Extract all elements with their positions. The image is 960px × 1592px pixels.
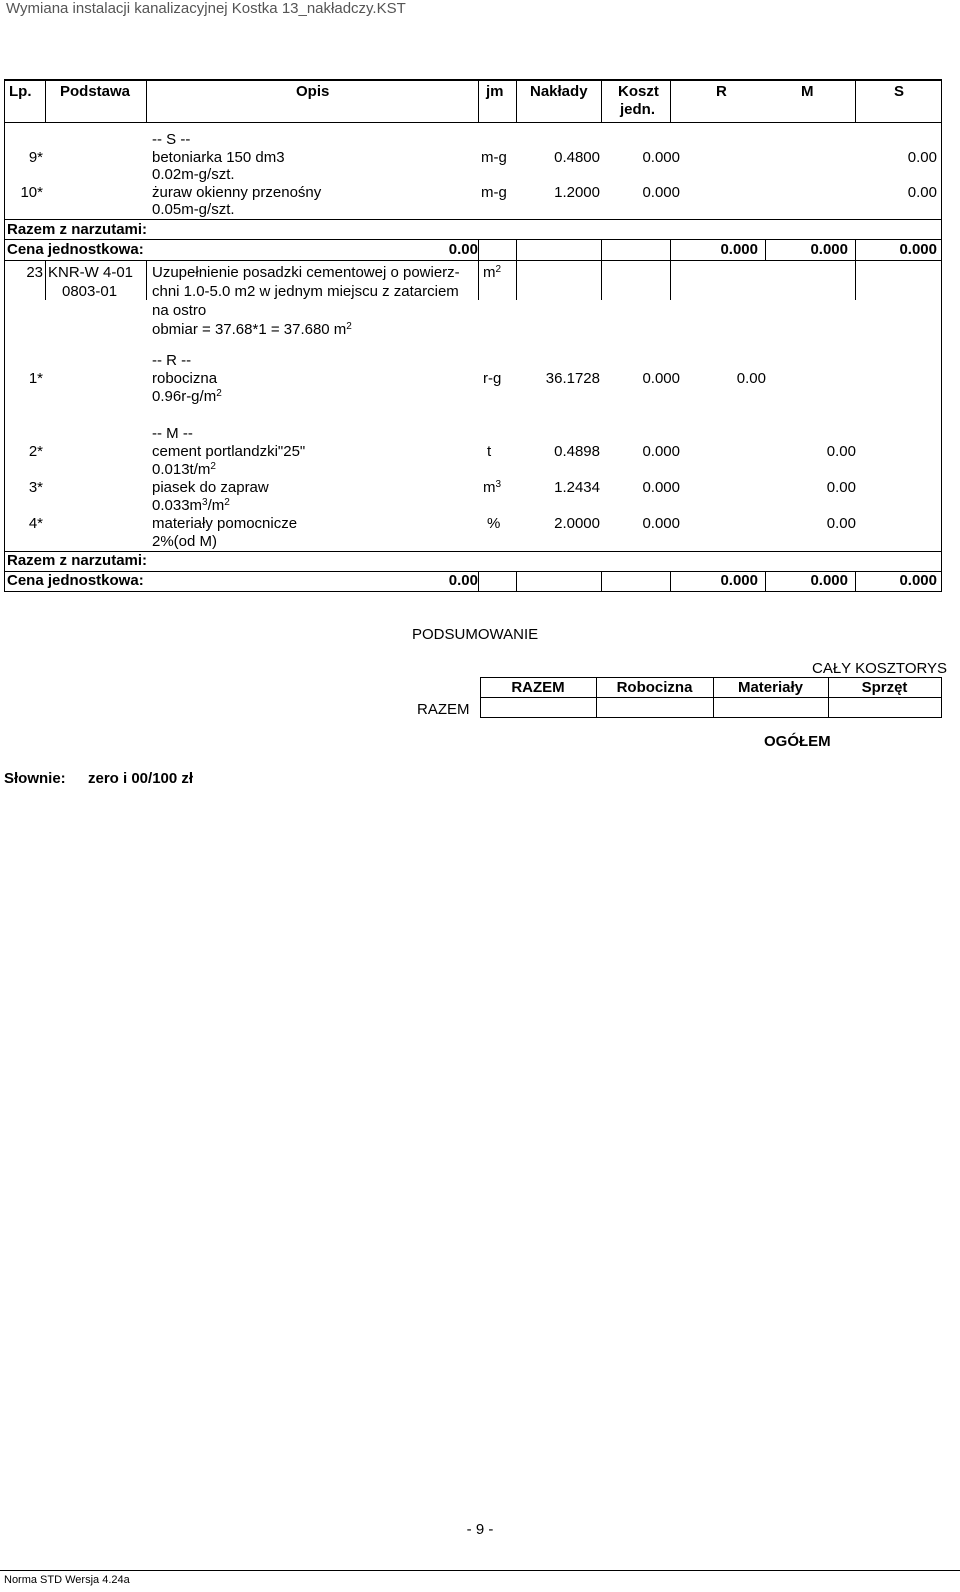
row-naklady: 36.1728 [545,370,600,387]
row-lp: 1* [28,370,43,387]
position-obmiar: obmiar = 37.68*1 = 37.680 $m^2$ [152,321,352,338]
row-desc: piasek do zapraw [152,479,269,496]
row-naklady: 1.2000 [554,184,600,201]
header-podstawa: Podstawa [60,83,131,100]
row-koszt: 0.000 [642,149,680,166]
section-label-s: -- S -- [152,131,191,148]
position-jm: $m^2$ [483,264,502,281]
summary-col-razem: RAZEM [511,679,565,696]
footer-version: Norma STD Wersja 4.24a [4,1574,130,1586]
row-koszt: 0.000 [642,479,680,496]
row-desc: robocizna [152,370,218,387]
header-koszt-jedn: jedn. [620,101,656,118]
row-lp: 3* [28,479,43,496]
position-podstawa: KNR-W 4-01 [48,264,134,281]
cena-jednostkowa-value: 0.00 [448,241,478,258]
section-label-r: -- R -- [152,352,192,369]
row-norm: $0.013t/m^2$ [152,461,216,478]
row-lp: 9* [28,149,43,166]
row-naklady: 0.4898 [554,443,600,460]
summary-col-robocizna: Robocizna [616,679,693,696]
cena-jednostkowa-value: 0.00 [448,572,478,589]
section-label-m: -- M -- [152,425,193,442]
row-norm: 2%(od M) [152,533,218,550]
position-opis: chni 1.0-5.0 m2 w jednym miejscu z zatarciem [152,283,459,300]
row-norm: 0.02m-g/szt. [152,166,235,183]
header-r: R [716,83,727,100]
row-desc: żuraw okienny przenośny [152,184,322,201]
header-jm: jm [486,83,504,100]
row-jm: m-g [481,149,507,166]
row-r: 0.00 [736,370,766,387]
header-koszt: Koszt [618,83,659,100]
row-m: 0.00 [826,515,856,532]
row-koszt: 0.000 [642,443,680,460]
position-opis: na ostro [152,302,207,319]
cena-m: 0.000 [810,241,848,258]
cena-jednostkowa-label: Cena jednostkowa: [7,241,144,258]
position-podstawa-code: 0803-01 [62,283,118,300]
position-number: 23 [26,264,43,281]
row-naklady: 0.4800 [554,149,600,166]
row-jm: % [487,515,501,532]
row-desc: materiały pomocnicze [152,515,298,532]
row-naklady: 2.0000 [554,515,600,532]
cena-jednostkowa-label: Cena jednostkowa: [7,572,144,589]
row-koszt: 0.000 [642,184,680,201]
cena-r: 0.000 [720,572,758,589]
summary-col-sprzet: Sprzęt [861,679,908,696]
header-opis: Opis [296,83,330,100]
summary-caly-kosztorys: CAŁY KOSZTORYS [812,660,948,677]
window-title: Wymiana instalacji kanalizacyjnej Kostka 13_nakładczy.KST [6,0,406,17]
header-m: M [801,83,814,100]
row-lp: 10* [20,184,43,201]
row-norm: $0.96r-g/m^2$ [152,388,222,405]
row-norm: $0.033m^3/m^2$ [152,497,230,514]
row-jm: m-g [481,184,507,201]
row-jm: $m^3$ [483,479,502,496]
summary-title: PODSUMOWANIE [412,626,539,643]
slownie-value: zero i 00/100 zł [88,770,194,787]
row-norm: 0.05m-g/szt. [152,201,235,218]
row-s: 0.00 [907,149,937,166]
header-lp: Lp. [9,83,32,100]
row-s: 0.00 [907,184,937,201]
row-lp: 2* [28,443,43,460]
cena-m: 0.000 [810,572,848,589]
row-koszt: 0.000 [642,370,680,387]
header-naklady: Nakłady [530,83,588,100]
row-koszt: 0.000 [642,515,680,532]
row-desc: cement portlandzki"25" [152,443,306,460]
summary-ogolem: OGÓŁEM [764,733,831,750]
header-s: S [894,83,905,100]
cena-s: 0.000 [899,241,937,258]
razem-z-narzutami: Razem z narzutami: [7,552,148,569]
position-opis: Uzupełnienie posadzki cementowej o powierz- [152,264,460,281]
razem-z-narzutami: Razem z narzutami: [7,221,148,238]
row-m: 0.00 [826,443,856,460]
row-jm: t [487,443,492,460]
cena-s: 0.000 [899,572,937,589]
page-number: - 9 - [466,1521,494,1538]
row-desc: betoniarka 150 dm3 [152,149,285,166]
slownie-label: Słownie: [4,770,66,787]
row-naklady: 1.2434 [554,479,600,496]
cena-r: 0.000 [720,241,758,258]
summary-col-materialy: Materiały [737,679,804,696]
row-lp: 4* [28,515,43,532]
row-jm: r-g [483,370,502,387]
summary-row-razem: RAZEM [417,701,470,718]
row-m: 0.00 [826,479,856,496]
